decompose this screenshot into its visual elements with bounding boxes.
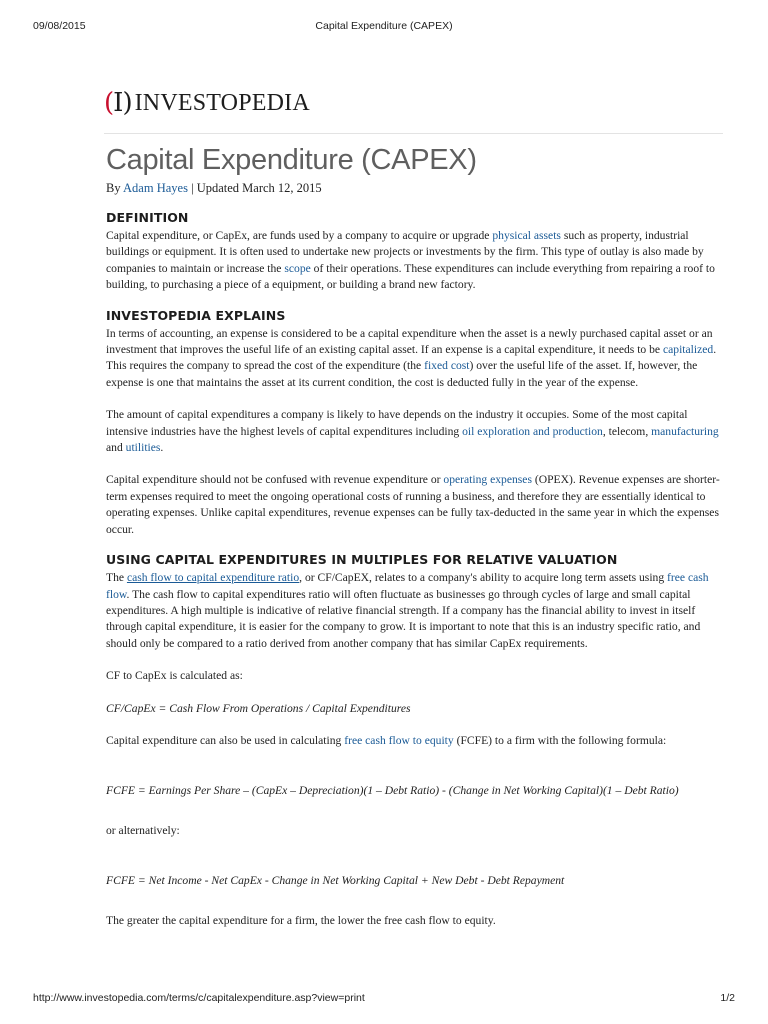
text: . The cash flow to capital expenditures ratio will often fluctuate as businesses go through cycles of large and small capital expenditures. A high multiple is indicative of relative financial strength. If a company has the financial ability to invest in itself through capital expenditure, it is easier for the company to grow. It is important to note that this is an industry specific ratio, and should only be compared to a ratio derived from another company that has similar CapEx requirements. (106, 587, 701, 650)
header-divider (104, 133, 723, 134)
text: , telecom, (602, 424, 652, 438)
definition-heading: DEFINITION (106, 210, 189, 225)
free-cash-flow-link[interactable]: free cash flow (106, 571, 709, 601)
logo-mark: (I) (104, 88, 132, 118)
closing-paragraph: The greater the capital expenditure for a firm, the lower the free cash flow to equity. (106, 913, 496, 927)
fcfe-link[interactable]: free cash flow to equity (344, 733, 454, 747)
text: . (160, 441, 164, 455)
text: (OPEX). Revenue expenses are shorter-term expenses required to meet the ongoing operational costs of running a business, and therefore they are essentially identical to operating expenses. Unlike capital expenditures, revenue expenses can be fully tax-deducted in the same year in which the expenses occur. (106, 473, 720, 536)
print-date: 09/08/2015 (33, 20, 86, 32)
page-number: 1/2 (720, 992, 735, 1004)
print-header (0, 0, 768, 36)
text: Capital expenditure, or CapEx, are funds used by a company to acquire or upgrade (106, 229, 493, 242)
manufacturing-link[interactable]: manufacturing (651, 424, 719, 438)
scope-link[interactable]: scope (284, 261, 311, 275)
text: ) over the useful life of the asset. If, however, the expense is one that maintains the asset at its current condition, the cost is deducted fully in the year of the expense. (106, 359, 698, 389)
explains-paragraph-3 (106, 472, 724, 538)
author-link[interactable]: Adam Hayes (123, 181, 188, 195)
utilities-link[interactable]: utilities (125, 441, 161, 455)
explains-paragraph-2 (106, 407, 724, 456)
print-url: http://www.investopedia.com/terms/c/capitalexpenditure.asp?view=print (33, 992, 365, 1004)
fixed-cost-link[interactable]: fixed cost (424, 359, 470, 373)
definition-paragraph (106, 228, 724, 294)
text: and (106, 441, 126, 455)
print-page-title: Capital Expenditure (CAPEX) (315, 20, 453, 32)
text: , or CF/CapEX, relates to a company's ability to acquire long term assets using (299, 571, 668, 585)
formula-fcfe-1: FCFE = Earnings Per Share – (CapEx – Depreciation)(1 – Debt Ratio) - (Change in Net Working Capital)(1 – Debt Ratio) (106, 784, 679, 798)
byline (106, 181, 724, 196)
alternatively-text: or alternatively: (106, 823, 180, 837)
explains-paragraph-1 (106, 326, 724, 392)
explains-heading: INVESTOPEDIA EXPLAINS (106, 307, 286, 323)
physical-assets-link[interactable]: physical assets (492, 229, 561, 242)
operating-expenses-link[interactable]: operating expenses (443, 473, 532, 487)
byline-prefix: By (106, 181, 124, 195)
cf-capex-ratio-link[interactable]: cash flow to capital expenditure ratio (126, 571, 300, 585)
fcfe-intro (106, 733, 724, 749)
formula-cf-capex: CF/CapEx = Cash Flow From Operations / Capital Expenditures (106, 701, 411, 715)
cf-capex-intro: CF to CapEx is calculated as: (106, 669, 243, 683)
print-footer (0, 992, 768, 1012)
text: The amount of capital expenditures a company is likely to have depends on the industry it occupies. Some of the most capital intensive industries have the highest levels of capital expenditures including (106, 408, 688, 438)
byline-updated: | Updated March 12, 2015 (187, 181, 322, 195)
multiples-paragraph-1 (106, 570, 724, 652)
article (106, 140, 724, 929)
text: of their operations. These expenditures can include everything from repairing a roof to building, to purchasing a piece of a equipment, or building a brand new factory. (106, 261, 715, 292)
logo-text: INVESTOPEDIA (134, 89, 310, 116)
multiples-heading: USING CAPITAL EXPENDITURES IN MULTIPLES FOR RELATIVE VALUATION (106, 552, 618, 568)
formula-fcfe-2: FCFE = Net Income - Net CapEx - Change in Net Working Capital + New Debt - Debt Repayment (106, 874, 565, 888)
text: In terms of accounting, an expense is considered to be a capital expenditure when the asset is a newly purchased capital asset or an investment that improves the useful life of an existing capital asset. If an expense is a capital expenditure, it needs to be (106, 326, 713, 357)
article-title: Capital Expenditure (CAPEX) (106, 144, 477, 176)
text: Capital expenditure can also be used in calculating (106, 733, 345, 747)
text: The (106, 571, 127, 585)
text: Capital expenditure should not be confused with revenue expenditure or (106, 473, 444, 487)
text: . This requires the company to spread the cost of the expenditure (the (106, 343, 717, 373)
capitalized-link[interactable]: capitalized (662, 343, 714, 357)
text: such as property, industrial buildings or equipment. It is often used to undertake new projects or investments by the firm. This type of outlay is also made by companies to maintain or increase the (106, 229, 704, 275)
oil-exploration-link[interactable]: oil exploration and production (462, 424, 603, 438)
text: (FCFE) to a firm with the following formula: (453, 733, 667, 747)
investopedia-logo[interactable] (104, 87, 310, 119)
